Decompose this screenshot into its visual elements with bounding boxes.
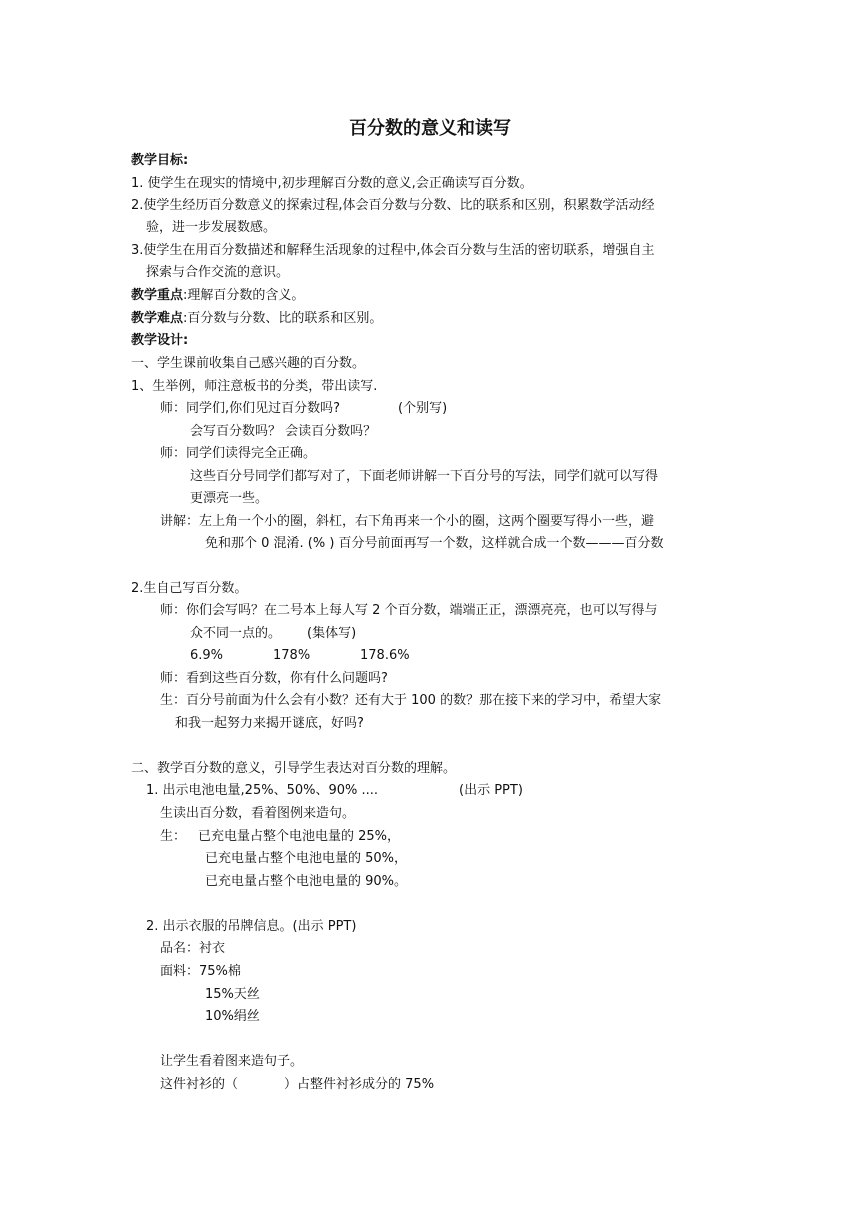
part2-item1-note: (出示 PPT)	[459, 783, 523, 798]
difficulty	[131, 309, 382, 329]
part2-heading: 二、教学百分数的意义，引导学生表达对百分数的理解。	[131, 761, 457, 776]
objective-3-line1: 3.使学生在用百分数描述和解释生活现象的过程中,体会百分数与生活的密切联系，增强自主	[131, 243, 655, 258]
teacher-line-1b: 会写百分数吗？ 会读百分数吗？	[190, 424, 377, 439]
teacher-line-3-2: 众不同一点的。	[190, 626, 282, 641]
teacher-line-1: 师：同学们,你们见过百分数吗?	[160, 401, 341, 416]
student-line-1-2: 和我一起努力来揭开谜底，好吗?	[175, 716, 364, 731]
objective-2-line1: 2.使学生经历百分数意义的探索过程,体会百分数与分数、比的联系和区别，积累数学活动经	[131, 198, 655, 213]
example-2: 178%	[273, 648, 311, 663]
fabric-line-1: 面料：75%棉	[160, 964, 241, 979]
teacher-line-2b-1: 这些百分号同学们都写对了，下面老师讲解一下百分号的写法，同学们就可以写得	[190, 469, 659, 484]
objective-3-line2: 探索与合作交流的意识。	[146, 265, 290, 280]
sentence-line	[160, 1075, 434, 1095]
teacher-line-2: 师：同学们读得完全正确。	[160, 446, 317, 461]
student-sentence-3: 已充电量占整个电池电量的 90%。	[205, 874, 408, 889]
product-name: 品名：衬衣	[160, 941, 226, 956]
teacher-line-3-1: 师：你们会写吗？在二号本上每人写 2 个百分数，端端正正，漂漂亮亮，也可以写得与	[160, 603, 658, 618]
objective-2-line2: 验，进一步发展数感。	[146, 220, 277, 235]
teacher-line-3-note: (集体写)	[307, 626, 357, 641]
part2-item2: 2. 出示衣服的吊牌信息。(出示 PPT)	[146, 919, 357, 934]
fabric-line-3: 10%绢丝	[205, 1009, 260, 1024]
objective-1: 1. 使学生在现实的情境中,初步理解百分数的意义,会正确读写百分数。	[131, 176, 533, 191]
page-title: 百分数的意义和读写	[349, 118, 511, 139]
example-1: 6.9%	[190, 648, 224, 663]
design-heading: 教学设计:	[131, 333, 189, 348]
explain-line-1: 讲解：左上角一个小的圈，斜杠，右下角再来一个小的圈，这两个圈要写得小一些，避	[160, 514, 655, 529]
key-point	[131, 286, 304, 306]
difficulty-label: 教学难点	[131, 311, 184, 326]
explain-line-2: 免和那个 0 混淆. (% ) 百分号前面再写一个数，这样就合成一个数———百分数	[205, 536, 664, 551]
student-sentence-2: 已充电量占整个电池电量的 50%，	[205, 851, 408, 866]
fabric-line-2: 15%天丝	[205, 987, 260, 1002]
teacher-line-4: 师：看到这些百分数，你有什么问题吗?	[160, 671, 388, 686]
teacher-line-2b-2: 更漂亮一些。	[190, 491, 269, 506]
part1-step2: 2.生自己写百分数。	[131, 581, 248, 596]
student-line-1-1: 生：百分号前面为什么会有小数？还有大于 100 的数？那在接下来的学习中，希望大家	[160, 693, 662, 708]
key-point-text: :理解百分数的含义。	[183, 288, 305, 303]
part1-step1: 1、生举例，师注意板书的分类，带出读写.	[131, 379, 378, 394]
key-point-label: 教学重点	[131, 288, 184, 303]
sentence-end: ）占整件衬衫成分的 75%	[284, 1077, 435, 1092]
student-sentence-1: 已充电量占整个电池电量的 25%，	[198, 829, 401, 844]
part2-item1-read: 生读出百分数，看着图例来造句。	[160, 806, 356, 821]
teacher-line-1-note: (个别写)	[398, 401, 448, 416]
sentence-start: 这件衬衫的（	[160, 1077, 239, 1092]
difficulty-text: :百分数与分数、比的联系和区别。	[183, 311, 383, 326]
part2-item1: 1. 出示电池电量,25%、50%、90% ....	[146, 783, 379, 798]
student-label: 生：	[160, 829, 187, 844]
example-3: 178.6%	[360, 648, 410, 663]
prompt-line: 让学生看着图来造句子。	[160, 1054, 304, 1069]
part1-heading: 一、学生课前收集自己感兴趣的百分数。	[131, 356, 366, 371]
objectives-heading: 教学目标:	[131, 153, 189, 168]
